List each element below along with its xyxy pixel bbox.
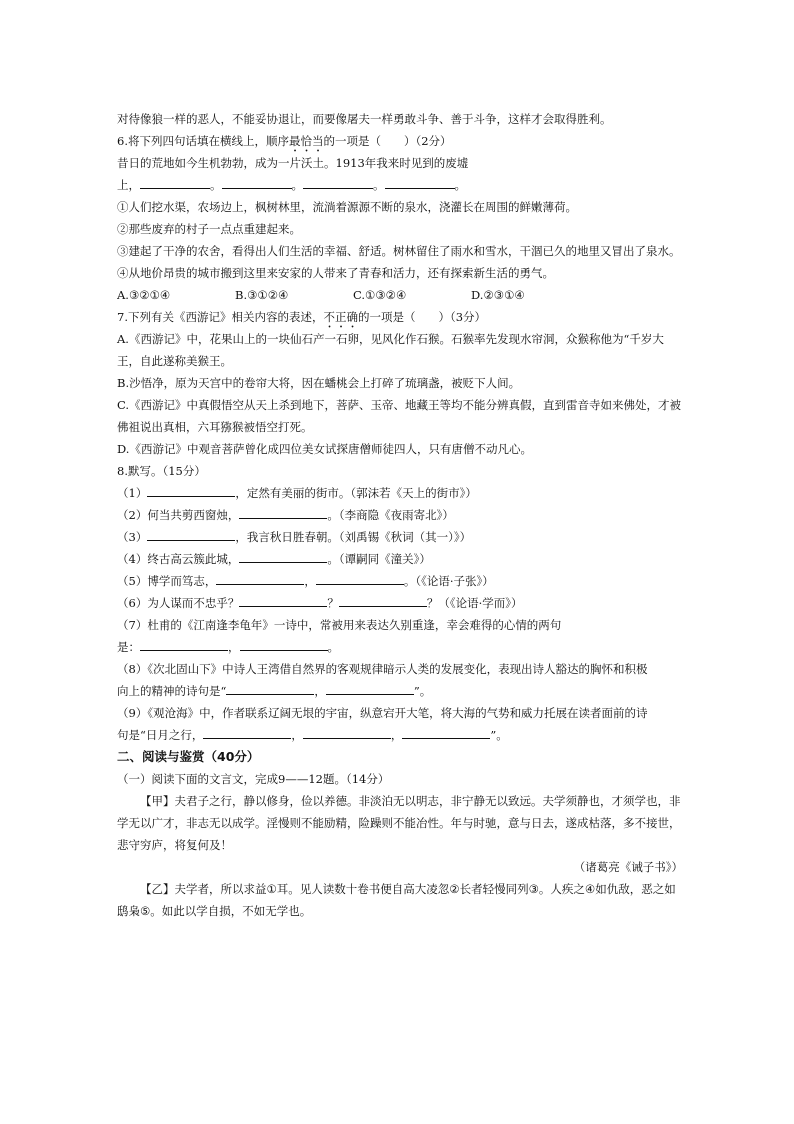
q7-option-c[interactable]: C.《西游记》中真假悟空从天上杀到地下，菩萨、玉帝、地藏王等均不能分辨真假，直到雷音寺如来佛处，才被佛祖说出真相，六耳猕猴被悟空打死。	[117, 398, 682, 434]
q7-option-a[interactable]: A.《西游记》中，花果山上的一块仙石产一石卵，见风化作石猴。石猴率先发现水帘洞，众猴称他为“千岁大王，自此遂称美猴王。	[117, 332, 664, 368]
q8-blank[interactable]	[326, 680, 414, 695]
q6-option-d[interactable]: D.②③①④	[471, 288, 525, 302]
lead-text: 对待像狼一样的恶人，不能妥协退让，而要像屠夫一样勇敢斗争、善于斗争，这样才会取得胜利。	[117, 112, 612, 126]
q6-blank-2[interactable]	[222, 174, 292, 189]
q6-item: ③建起了干净的农舍，看得出人们生活的幸福、舒适。树林留住了雨水和雪水，干涸已久的地里又冒出了泉水。	[117, 244, 681, 258]
q8-title: 8.默写。（15分）	[117, 464, 206, 478]
q8-line-4: （4）终古高云簇此城， 。（谭嗣同《潼关》）	[117, 548, 683, 570]
q8-blank[interactable]	[339, 592, 427, 607]
q8-line-7b: 是： ， 。	[117, 636, 683, 658]
q8-blank[interactable]	[239, 548, 327, 563]
q6-option-a[interactable]: A.③②①④	[117, 288, 171, 302]
q8-line-5: （5）博学而笃志， ， 。（《论语·子张》）	[117, 570, 683, 592]
q8-line-9a: （9）《观沧海》中，作者联系辽阔无垠的宇宙，纵意宕开大笔，将大海的气势和威力托展在读者面前的诗	[117, 706, 648, 720]
q6-options	[117, 284, 683, 306]
q7-emphasis: 不正确	[323, 310, 358, 324]
q8-blank[interactable]	[240, 636, 328, 651]
q8-blank[interactable]	[226, 680, 314, 695]
q6-option-b[interactable]: B.③①②④	[235, 288, 289, 302]
q7-stem: 7.下列有关《西游记》相关内容的表述，不正确的一项是（ ）（3分）	[117, 310, 487, 324]
q8-line-9b: 句是“日月之行， ， ， ”。	[117, 724, 683, 746]
q6-emphasis: 最恰当	[288, 134, 324, 148]
q6-passage-1: 昔日的荒地如今生机勃勃，成为一片沃土。1913年我来时见到的废墟	[117, 156, 469, 170]
q8-blank[interactable]	[303, 724, 391, 739]
q7-option-b[interactable]: B.沙悟净，原为天宫中的卷帘大将，因在蟠桃会上打碎了琉璃盏，被贬下人间。	[117, 376, 521, 390]
q7-option-d[interactable]: D.《西游记》中观音菩萨曾化成四位美女试探唐僧师徒四人，只有唐僧不动凡心。	[117, 442, 532, 456]
q8-blank[interactable]	[316, 570, 404, 585]
q8-blank[interactable]	[239, 504, 327, 519]
q8-blank[interactable]	[147, 482, 235, 497]
passage-yi: 【乙】夫学者，所以求益①耳。见人读数十卷书便自高大凌忽②长者轻慢同列③。人疾之④如仇敌，恶之如鸱枭⑤。如此以学自损，不如无学也。	[117, 882, 676, 918]
q8-blank[interactable]	[239, 592, 327, 607]
q8-line-1: （1） ，定然有美丽的街市。（郭沫若《天上的街市》）	[117, 482, 683, 504]
q8-blank[interactable]	[402, 724, 490, 739]
q6-stem: 6.将下列四句话填在横线上，顺序最恰当的一项是（ ）（2分）	[117, 134, 452, 148]
q8-line-8a: （8）《次北固山下》中诗人王湾借自然界的客观规律暗示人类的发展变化，表现出诗人豁达的胸怀和积极	[117, 662, 648, 676]
q8-line-3: （3） ，我言秋日胜春朝。（刘禹锡《秋词（其一）》）	[117, 526, 683, 548]
q8-blank[interactable]	[147, 526, 235, 541]
q8-blank[interactable]	[216, 570, 304, 585]
q8-line-7a: （7）杜甫的《江南逢李龟年》一诗中，常被用来表达久别重逢，幸会难得的心情的两句	[117, 618, 562, 632]
q6-blank-4[interactable]	[385, 174, 455, 189]
q8-line-8b: 向上的精神的诗句是“ ， ”。	[117, 680, 683, 702]
section-2-title: 二、阅读与鉴赏（40分）	[117, 749, 260, 764]
q6-blank-3[interactable]	[303, 174, 373, 189]
q6-item: ①人们挖水渠，农场边上，枫树林里，流淌着源源不断的泉水，浇灌长在周围的鲜嫩薄荷。	[117, 200, 577, 214]
q8-blank[interactable]	[140, 636, 228, 651]
q8-line-6: （6）为人谋而不忠乎？ ？ ？（《论语·学而》）	[117, 592, 683, 614]
q6-item: ④从地价昂贵的城市搬到这里来安家的人带来了青春和活力，还有探索新生活的勇气。	[117, 266, 554, 280]
passage-jia-source: （诸葛亮《诫子书》）	[573, 860, 683, 874]
q8-line-2: （2）何当共剪西窗烛， 。（李商隐《夜雨寄北》）	[117, 504, 683, 526]
q6-option-c[interactable]: C.①③②④	[353, 288, 407, 302]
passage-jia: 【甲】夫君子之行，静以修身，俭以养德。非淡泊无以明志，非宁静无以致远。夫学须静也，才须学也，非学无以广才，非志无以成学。淫慢则不能励精，险躁则不能冶性。年与时驰，意与日去，遂成枯落，多不接世，悲守穷庐，将复何及！	[117, 794, 681, 852]
q6-item: ②那些废弃的村子一点点重建起来。	[117, 222, 301, 236]
q6-passage-2: 上， 。 。 。 。	[117, 174, 683, 196]
exam-page	[117, 108, 683, 922]
q6-blank-1[interactable]	[140, 174, 210, 189]
q8-blank[interactable]	[203, 724, 291, 739]
section-2-subtitle: （一）阅读下面的文言文，完成9——12题。（14分）	[117, 772, 390, 786]
